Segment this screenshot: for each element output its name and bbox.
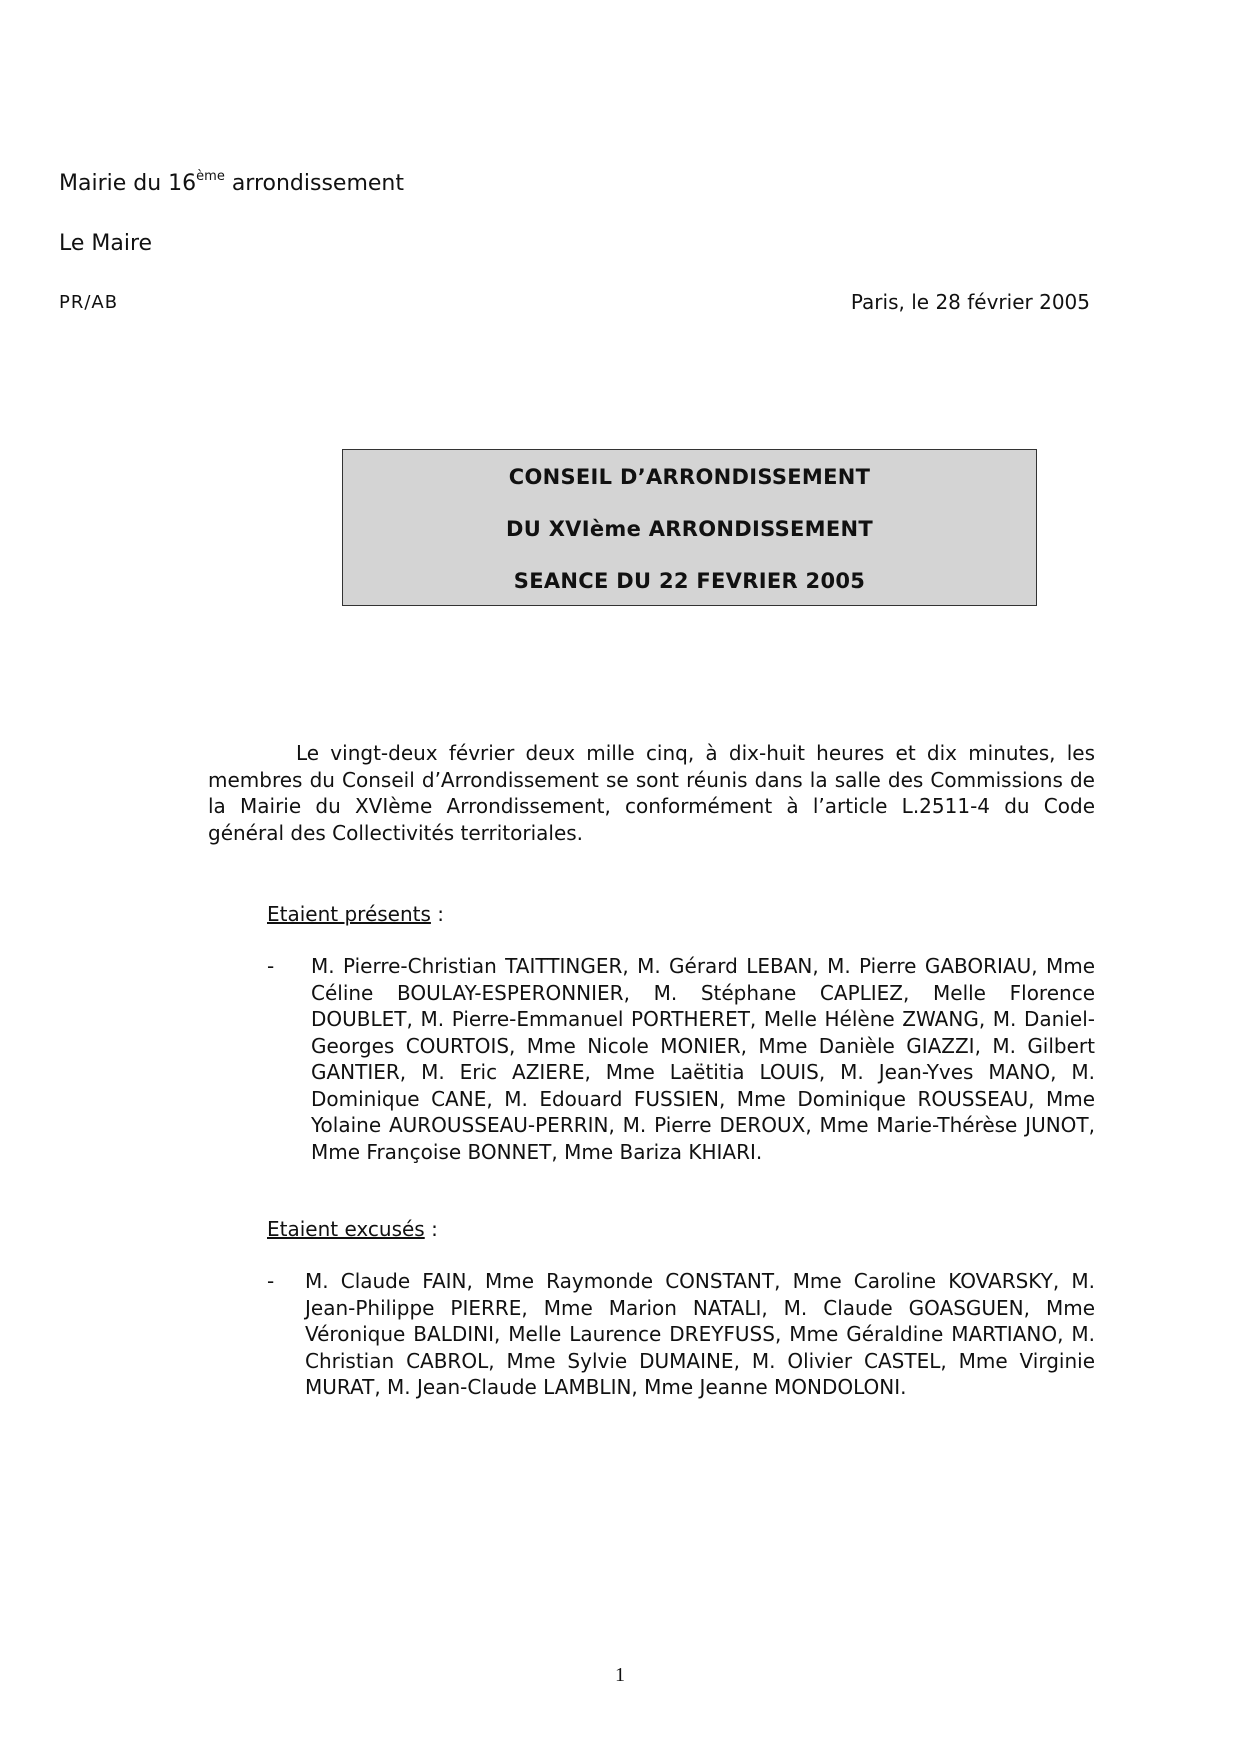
present-members-names: M. Pierre-Christian TAITTINGER, M. Gérard LEBAN, M. Pierre GABORIAU, Mme Céline BOULAY-ESPERONNIER, M. Stéphane CAPLIEZ, Melle Florence DOUBLET, M. Pierre-Emmanuel PORTHERET, Melle Hélène ZWANG, M. Daniel-Georges COURTOIS, Mme Nicole MONIER, Mme Danièle GIAZZI, M. Gilbert GANTIER, M. Eric AZIERE, Mme Laëtitia LOUIS, M. Jean-Yves MANO, M. Dominique CANE, M. Edouard FUSSIEN, Mme Dominique ROUSSEAU, Mme Yolaine AUROUSSEAU-PERRIN, M. Pierre DEROUX, Mme Marie-Thérèse JUNOT, Mme Françoise BONNET, Mme Bariza KHIARI. [311,954,1095,1164]
ordinal-superscript: ème [196,169,225,184]
title-line-district: DU XVIème ARRONDISSEMENT [506,517,873,541]
present-list [267,953,1095,1165]
present-heading [267,901,444,927]
present-list-dash: - [267,954,275,978]
excused-list [267,1268,1095,1401]
title-line-council: CONSEIL D’ARRONDISSEMENT [508,465,871,489]
excused-list-dash: - [267,1269,275,1293]
present-heading-colon: : [430,902,445,926]
document-date: Paris, le 28 février 2005 [850,290,1090,314]
issuing-office [59,170,404,201]
excused-members-names: M. Claude FAIN, Mme Raymonde CONSTANT, Mme Caroline KOVARSKY, M. Jean-Philippe PIERRE, Mme Marion NATALI, M. Claude GOASGUEN, Mme Véronique BALDINI, Melle Laurence DREYFUSS, Mme Géraldine MARTIANO, M. Christian CABROL, Mme Sylvie DUMAINE, M. Olivier CASTEL, Mme Virginie MURAT, M. Jean-Claude LAMBLIN, Mme Jeanne MONDOLONI. [305,1269,1095,1399]
page-number: 1 [615,1664,625,1686]
intro-paragraph: Le vingt-deux février deux mille cinq, à dix-huit heures et dix minutes, les membres du Conseil d’Arrondissement se sont réunis dans la salle des Commissions de la Mairie du XVIème Arrondissement, conformément à l’article L.2511-4 du Code général des Collectivités territoriales. [208,741,1095,845]
excused-heading-colon: : [424,1217,438,1241]
reference-code: PR/AB [59,292,119,313]
issuing-office-suffix: arrondissement [224,171,404,196]
issuing-office-prefix: Mairie du 16 [59,171,197,196]
title-box [342,449,1037,606]
mayor-label: Le Maire [59,231,153,256]
present-heading-label: Etaient présents [267,902,431,926]
excused-heading-label: Etaient excusés [267,1217,425,1241]
excused-heading [267,1216,438,1242]
title-line-session: SEANCE DU 22 FEVRIER 2005 [513,569,866,593]
